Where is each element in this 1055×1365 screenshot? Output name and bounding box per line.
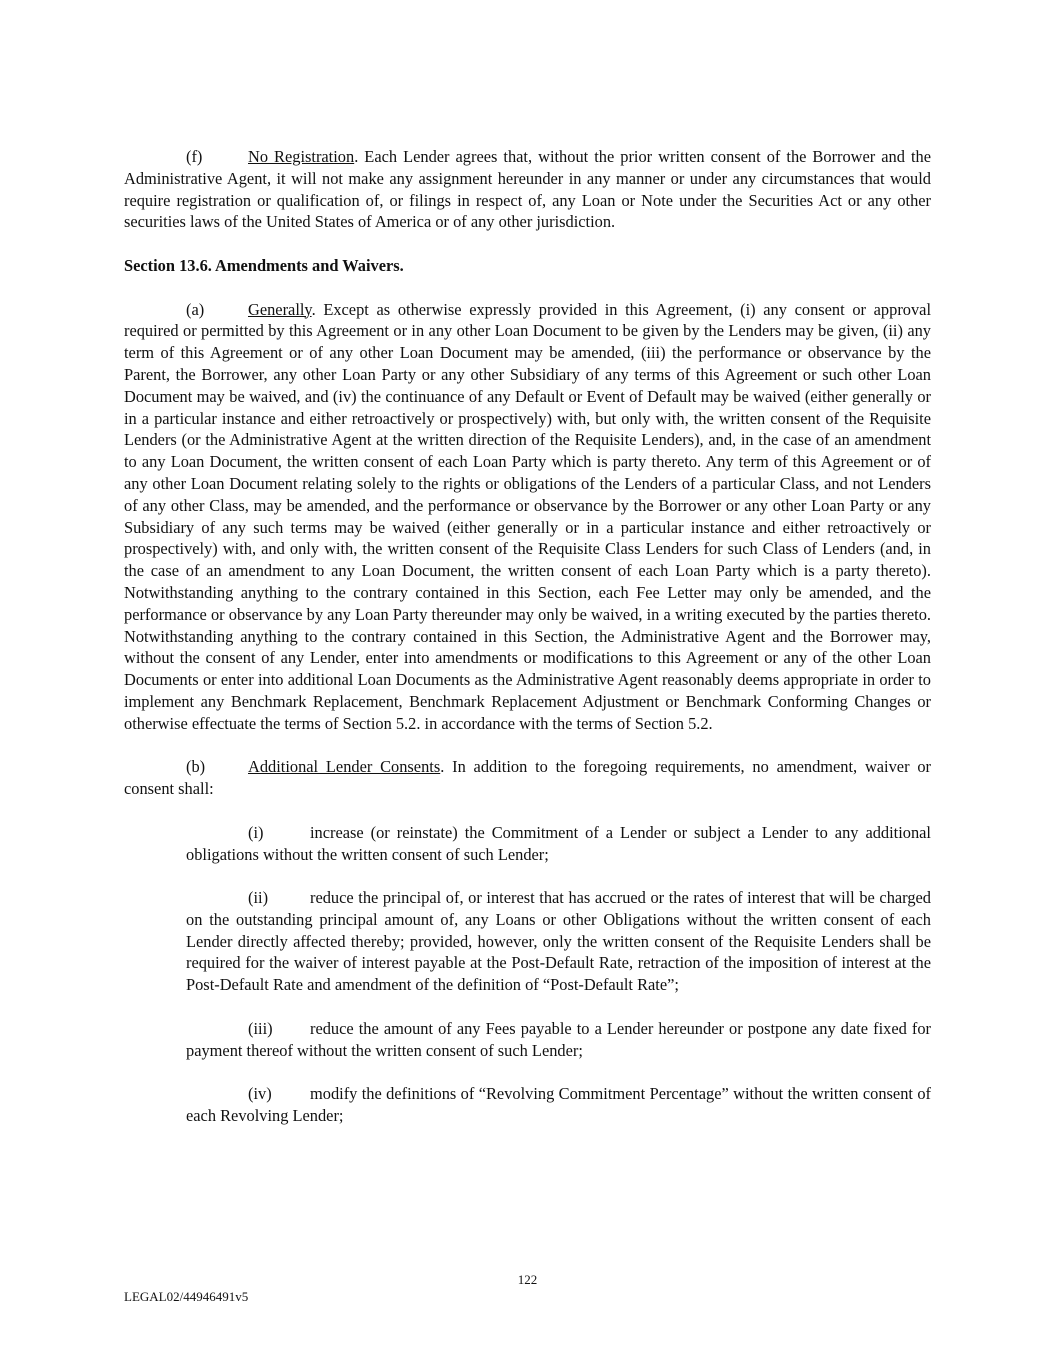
paragraph-a	[124, 299, 931, 735]
paragraph-text: . Except as otherwise expressly provided in this Agreement, (i) any consent or approval required or permitted by this Agreement or in any other Loan Document to be given by the Lenders may be given, (ii) any term of this Agreement or of any other Loan Document may be amended, (iii) the performance or observance by the Parent, the Borrower, any other Loan Party or any other Subsidiary of any terms of this Agreement or such other Loan Document may be waived, and (iv) the continuance of any Default or Event of Default may be waived (either generally or in a particular instance and either retroactively or prospectively) with, but only with, the written consent of the Requisite Lenders (or the Administrative Agent at the written direction of the Requisite Lenders), and, in the case of an amendment to any Loan Document, the written consent of each Loan Party which is party thereto. Any term of this Agreement or of any other Loan Document relating solely to the rights or obligations of the Lenders of a particular Class, and not Lenders of any other Class, may be amended, and the performance or observance by the Borrower or any other Loan Party or any Subsidiary of any such terms may be waived (either generally or in a particular instance and either retroactively or prospectively) with, and only with, the written consent of the Requisite Class Lenders for such Class of Lenders (and, in the case of an amendment to any Loan Document, the written consent of each Loan Party which is a party thereto). Notwithstanding anything to the contrary contained in this Section, each Fee Letter may only be amended, and the performance or observance by any Loan Party thereunder may only be waived, in a writing executed by the parties thereto. Notwithstanding anything to the contrary contained in this Section, the Administrative Agent and the Borrower may, without the consent of any Lender, enter into amendments or modifications to this Agreement or any of the other Loan Documents or enter into additional Loan Documents as the Administrative Agent reasonably deems appropriate in order to implement any Benchmark Replacement, Benchmark Replacement Adjustment or Benchmark Conforming Changes or otherwise effectuate the terms of Section 5.2. in accordance with the terms of Section 5.2.	[124, 299, 931, 733]
paragraph-title: Generally	[248, 299, 312, 319]
subitem-text: reduce the amount of any Fees payable to a Lender hereunder or postpone any date fixed for payment thereof without the written consent of such Lender;	[186, 1018, 931, 1060]
subitem-iv	[186, 1083, 931, 1127]
document-body	[124, 146, 931, 1127]
paragraph-text: . Each Lender agrees that, without the prior written consent of the Borrower and the Administrative Agent, it will not make any assignment hereunder in any manner or under any circumstances that would require registration or qualification of, or filings in respect of, any Loan or Note under the Securities Act or any other securities laws of the United States of America or of any other jurisdiction.	[124, 147, 931, 232]
paragraph-label: (f)	[186, 147, 203, 166]
paragraph-title: Additional Lender Consents	[248, 757, 441, 777]
subitem-label: (iv)	[248, 1084, 272, 1104]
paragraph-label: (b)	[186, 757, 206, 777]
page-number: 122	[517, 1272, 538, 1287]
subitem-label: (ii)	[248, 888, 269, 908]
paragraph-text: . In addition to the foregoing requirements, no amendment, waiver or consent shall:	[124, 757, 931, 799]
section-heading: Section 13.6. Amendments and Waivers.	[124, 255, 404, 275]
paragraph-f	[124, 146, 931, 233]
paragraph-b	[124, 756, 931, 800]
subitem-text: increase (or reinstate) the Commitment of a Lender or subject a Lender to any additional obligations without the written consent of such Lender;	[186, 822, 931, 864]
paragraph-label: (a)	[186, 299, 205, 319]
subitem-label: (iii)	[248, 1018, 273, 1038]
subitem-ii	[186, 887, 931, 996]
subitem-text: reduce the principal of, or interest that has accrued or the rates of interest that will be charged on the outstanding principal amount of, any Loans or other Obligations without the written consent of each Lender directly affected thereby; provided, however, only the written consent of the Requisite Lenders shall be required for the waiver of interest payable at the Post-Default Rate, retraction of the imposition of interest at the Post-Default Rate and amendment of the definition of “Post-Default Rate”;	[186, 888, 931, 995]
paragraph-title: No Registration	[248, 147, 355, 166]
subitem-label: (i)	[248, 822, 264, 842]
document-id: LEGAL02/44946491v5	[124, 1289, 249, 1304]
subitem-iii	[186, 1018, 931, 1062]
subitem-text: modify the definitions of “Revolving Commitment Percentage” without the written consent of each Revolving Lender;	[186, 1084, 931, 1126]
subitem-i	[186, 822, 931, 866]
